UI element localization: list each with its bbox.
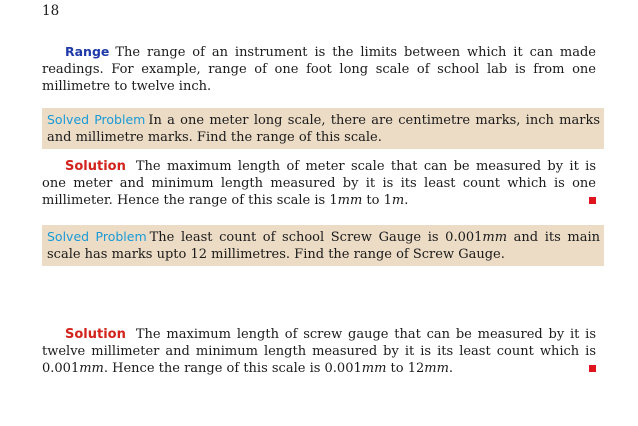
solution-1-unit-b: m <box>391 193 405 208</box>
problem-2-text-a: The least count of school Screw Gauge is 0.001 <box>149 230 483 245</box>
range-term: Range <box>65 44 110 59</box>
solution-2 <box>42 326 596 377</box>
problem-1-text: In a one meter long scale, there are centimetre marks, inch marks and millimetre marks. Find the range of this scale. <box>47 113 601 145</box>
solved-problem-label: Solved Problem <box>47 229 147 244</box>
solution-1-text-b: to 1 <box>362 193 392 208</box>
problem-2-unit-a: mm <box>482 230 508 245</box>
solved-problem-1 <box>42 108 604 149</box>
solved-problem-2 <box>42 225 604 266</box>
solution-2-unit-b: mm <box>361 361 387 376</box>
solution-1-text-a: The maximum length of meter scale that can be measured by it is one meter and minimum length measured by it is its least count which is one millimeter. Hence the range of this scale is 1 <box>42 159 596 208</box>
solution-1-text-c: . <box>404 193 409 208</box>
solution-2-unit-c: mm <box>424 361 449 376</box>
page-number: 18 <box>42 3 60 19</box>
range-definition <box>42 43 596 95</box>
solution-label: Solution <box>65 159 126 174</box>
end-of-solution-icon <box>589 365 596 372</box>
solved-problem-label: Solved Problem <box>47 112 146 127</box>
solution-1 <box>42 158 596 209</box>
solution-2-text-d: . <box>448 361 454 376</box>
solution-label: Solution <box>65 327 126 342</box>
solution-1-unit-a: mm <box>337 193 363 208</box>
range-text: The range of an instrument is the limits between which it can made readings. For example, range of one foot long scale of school lab is from one millimetre to twelve inch. <box>42 45 596 94</box>
solution-2-text-c: to 12 <box>386 361 425 376</box>
solution-2-unit-a: mm <box>79 361 104 376</box>
problem-2-text-b: and its main scale has marks upto 12 millimetres. Find the range of Screw Gauge. <box>47 230 600 262</box>
end-of-solution-icon <box>589 197 596 204</box>
solution-2-text-a: The maximum length of screw gauge that can be measured by it is twelve millimeter and minimum length measured by it is its least count which is 0.001 <box>42 327 596 376</box>
solution-2-text-b: . Hence the range of this scale is 0.001 <box>103 361 362 376</box>
